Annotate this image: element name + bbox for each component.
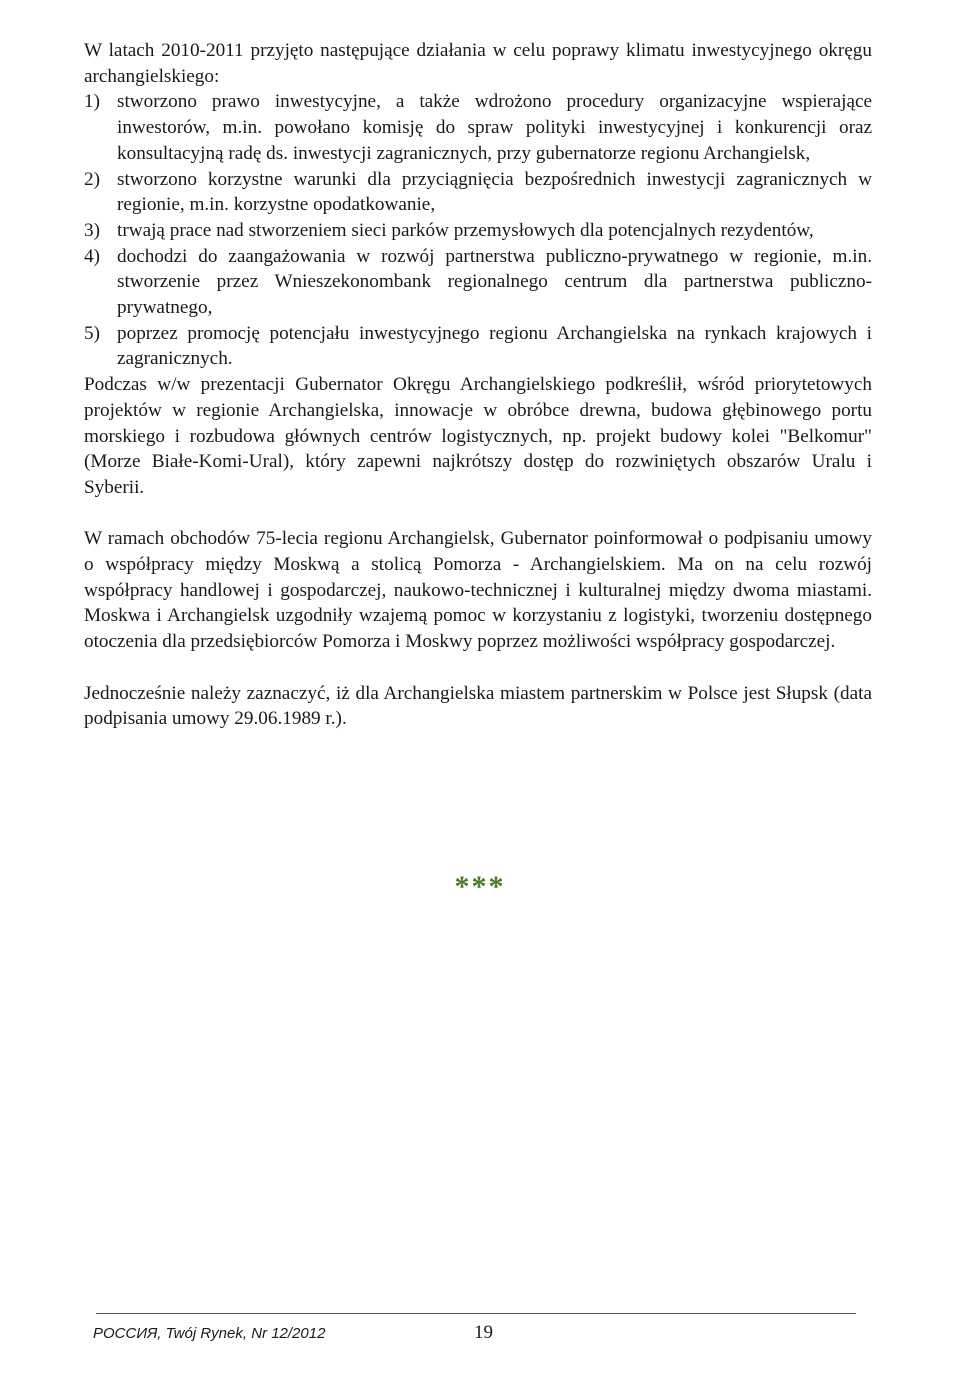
list-item-text: trwają prace nad stworzeniem sieci parków przemysłowych dla potencjalnych rezydentów,: [117, 219, 814, 241]
presentation-paragraph: Podczas w/w prezentacji Gubernator Okręgu Archangielskiego podkreślił, wśród priorytetowych projektów w regionie Archangielska, innowacje w obróbce drewna, budowa głębinowego portu morskiego i rozbudowa głównych centrów logistycznych, np. projekt budowy kolei "Belkomur" (Morze Białe-Komi-Ural), który zapewni najkrótszy dostęp do rozwiniętych obszarów Uralu i Syberii.: [84, 374, 872, 498]
list-item-number: 2): [84, 168, 100, 190]
anniversary-paragraph: W ramach obchodów 75-lecia regionu Archangielsk, Gubernator poinformował o podpisaniu umowy o współpracy między Moskwą a stolicą Pomorza - Archangielskiem. Ma on na celu rozwój współpracy handlowej i gospodarczej, naukowo-technicznej i kulturalnej między dwoma miastami. Moskwa i Archangielsk uzgodniły wzajemą pomoc w korzystaniu z logistyki, tworzeniu dostępnego otoczenia dla przedsiębiorców Pomorza i Moskwy poprzez możliwości współpracy gospodarczej.: [84, 528, 872, 653]
footer-publication: РОССИЯ, Twój Rynek, Nr 12/2012: [93, 1325, 326, 1342]
list-item-number: 4): [84, 245, 100, 267]
paragraph-spacer: [84, 501, 872, 527]
partner-city-paragraph: Jednocześnie należy zaznaczyć, iż dla Archangielska miastem partnerskim w Polsce jest Słupsk (data podpisania umowy 29.06.1989 r.).: [84, 682, 872, 730]
article-body: [84, 38, 872, 732]
actions-list: [84, 89, 872, 372]
page-number: 19: [474, 1322, 493, 1343]
footer-divider: [96, 1313, 856, 1314]
list-item-text: stworzono prawo inwestycyjne, a także wdrożono procedury organizacyjne wspierające inwestorów, m.in. powołano komisję do spraw polityki inwestycyjnej i konkurencji oraz konsultacyjną radę ds. inwestycji zagranicznych, przy gubernatorze regionu Archangielsk,: [117, 91, 872, 164]
list-item: [84, 244, 872, 321]
list-item: [84, 89, 872, 166]
paragraph-spacer: [84, 655, 872, 681]
list-item-text: poprzez promocję potencjału inwestycyjnego regionu Archangielska na rynkach krajowych i zagranicznych.: [117, 322, 872, 370]
intro-paragraph: W latach 2010-2011 przyjęto następujące działania w celu poprawy klimatu inwestycyjnego okręgu archangielskiego:: [84, 40, 872, 87]
list-item-text: dochodzi do zaangażowania w rozwój partnerstwa publiczno-prywatnego w regionie, m.in. stworzenie przez Wnieszekonombank regionalnego centrum dla partnerstwa publiczno-prywatnego,: [117, 245, 872, 319]
list-item-number: 5): [84, 322, 100, 344]
list-item: [84, 321, 872, 372]
list-item: [84, 218, 872, 244]
list-item-number: 1): [84, 91, 100, 113]
list-item: [84, 167, 872, 218]
section-separator: ***: [454, 870, 506, 903]
list-item-number: 3): [84, 219, 100, 241]
list-item-text: stworzono korzystne warunki dla przyciągnięcia bezpośrednich inwestycji zagranicznych w regionie, m.in. korzystne opodatkowanie,: [117, 168, 872, 216]
